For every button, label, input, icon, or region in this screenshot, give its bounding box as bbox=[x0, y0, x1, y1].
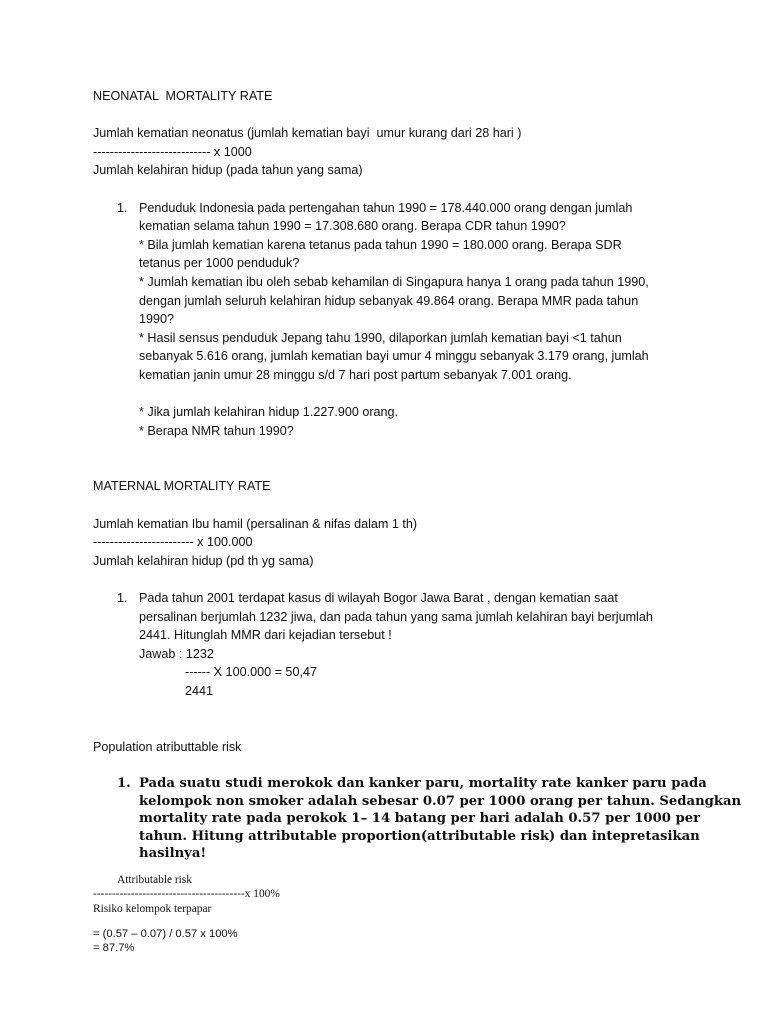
maternal-exercise-list bbox=[93, 589, 713, 701]
exercise-line: * Jumlah kematian ibu oleh sebab kehamilan di Singapura hanya 1 orang pada tahun 1990, bbox=[139, 274, 649, 289]
calc-step-1: = (0.57 – 0.07) / 0.57 x 100% bbox=[93, 928, 238, 941]
section-title-par: Population atributtable risk bbox=[93, 739, 242, 754]
par-exercise-list bbox=[93, 775, 742, 863]
exercise-item bbox=[93, 775, 742, 863]
document-body bbox=[93, 87, 742, 955]
exercise-line: Pada suatu studi merokok dan kanker paru, mortality rate kanker paru pada bbox=[139, 775, 707, 791]
ar-denominator: Risiko kelompok terpapar bbox=[93, 902, 212, 915]
formula-denominator: Jumlah kelahiran hidup (pada tahun yang sama) bbox=[93, 163, 363, 178]
exercise-line: * Hasil sensus penduduk Jepang tahu 1990, dilaporkan jumlah kematian bayi <1 tahun bbox=[139, 330, 622, 345]
exercise-line: Pada tahun 2001 terdapat kasus di wilayah Bogor Jawa Barat , dengan kematian saat bbox=[139, 591, 618, 606]
calc-result: = 87.7% bbox=[93, 941, 135, 954]
formula-numerator: Jumlah kematian neonatus (jumlah kematian bayi umur kurang dari 28 hari ) bbox=[93, 126, 522, 141]
section-title-neonatal: NEONATAL MORTALITY RATE bbox=[93, 89, 273, 103]
exercise-number: 1. bbox=[117, 775, 131, 791]
exercise-line: hasilnya! bbox=[139, 846, 207, 862]
exercise-number: 1. bbox=[117, 200, 128, 215]
exercise-line: persalinan berjumlah 1232 jiwa, dan pada tahun yang sama jumlah kelahiran bayi berjumlah bbox=[139, 609, 653, 624]
exercise-line: kelompok non smoker adalah sebesar 0.07 per 1000 orang per tahun. Sedangkan bbox=[139, 793, 742, 809]
exercise-item bbox=[93, 199, 713, 441]
formula-denominator: Jumlah kelahiran hidup (pd th yg sama) bbox=[93, 553, 314, 568]
exercise-line: Penduduk Indonesia pada pertengahan tahun 1990 = 178.440.000 orang dengan jumlah bbox=[139, 200, 633, 215]
exercise-line: kematian selama tahun 1990 = 17.308.680 orang. Berapa CDR tahun 1990? bbox=[139, 219, 566, 234]
exercise-item bbox=[93, 589, 713, 701]
answer-bar: ------ X 100.000 = 50,47 bbox=[185, 665, 317, 680]
exercise-line: 1990? bbox=[139, 312, 175, 327]
exercise-number: 1. bbox=[117, 591, 128, 606]
exercise-extra-line: * Berapa NMR tahun 1990? bbox=[139, 423, 294, 438]
ar-bar: ----------------------------------------x 100% bbox=[93, 888, 280, 901]
answer-denominator: 2441 bbox=[185, 684, 214, 698]
exercise-line: * Bila jumlah kematian karena tetanus pada tahun 1990 = 180.000 orang. Berapa SDR bbox=[139, 237, 622, 252]
exercise-extra-line: * Jika jumlah kelahiran hidup 1.227.900 orang. bbox=[139, 405, 399, 420]
exercise-line: mortality rate pada perokok 1– 14 batang per hari adalah 0.57 per 1000 per bbox=[139, 811, 701, 827]
formula-bar: ------------------------ x 100.000 bbox=[93, 535, 253, 550]
exercise-line: kematian janin umur 28 minggu s/d 7 hari post partum sebanyak 7.001 orang. bbox=[139, 367, 572, 382]
exercise-line: sebanyak 5.616 orang, jumlah kematian bayi umur 4 minggu sebanyak 3.179 orang, jumlah bbox=[139, 349, 649, 364]
neonatal-section bbox=[93, 87, 713, 440]
par-section bbox=[93, 738, 742, 956]
section-title-maternal: MATERNAL MORTALITY RATE bbox=[93, 479, 271, 494]
maternal-section bbox=[93, 477, 713, 700]
ar-label: Attributable risk bbox=[117, 873, 192, 886]
exercise-line: dengan jumlah seluruh kelahiran hidup sebanyak 49.864 orang. Berapa MMR pada tahun bbox=[139, 293, 639, 308]
exercise-line: 2441. Hitunglah MMR dari kejadian tersebut ! bbox=[139, 628, 392, 643]
formula-bar: ---------------------------- x 1000 bbox=[93, 144, 252, 159]
formula-numerator: Jumlah kematian Ibu hamil (persalinan & nifas dalam 1 th) bbox=[93, 516, 418, 531]
answer-label: Jawab : 1232 bbox=[139, 646, 214, 661]
exercise-line: tahun. Hitung attributable proportion(attributable risk) dan intepretasikan bbox=[139, 828, 700, 844]
neonatal-exercise-list bbox=[93, 199, 713, 441]
exercise-line: tetanus per 1000 penduduk? bbox=[139, 256, 300, 271]
